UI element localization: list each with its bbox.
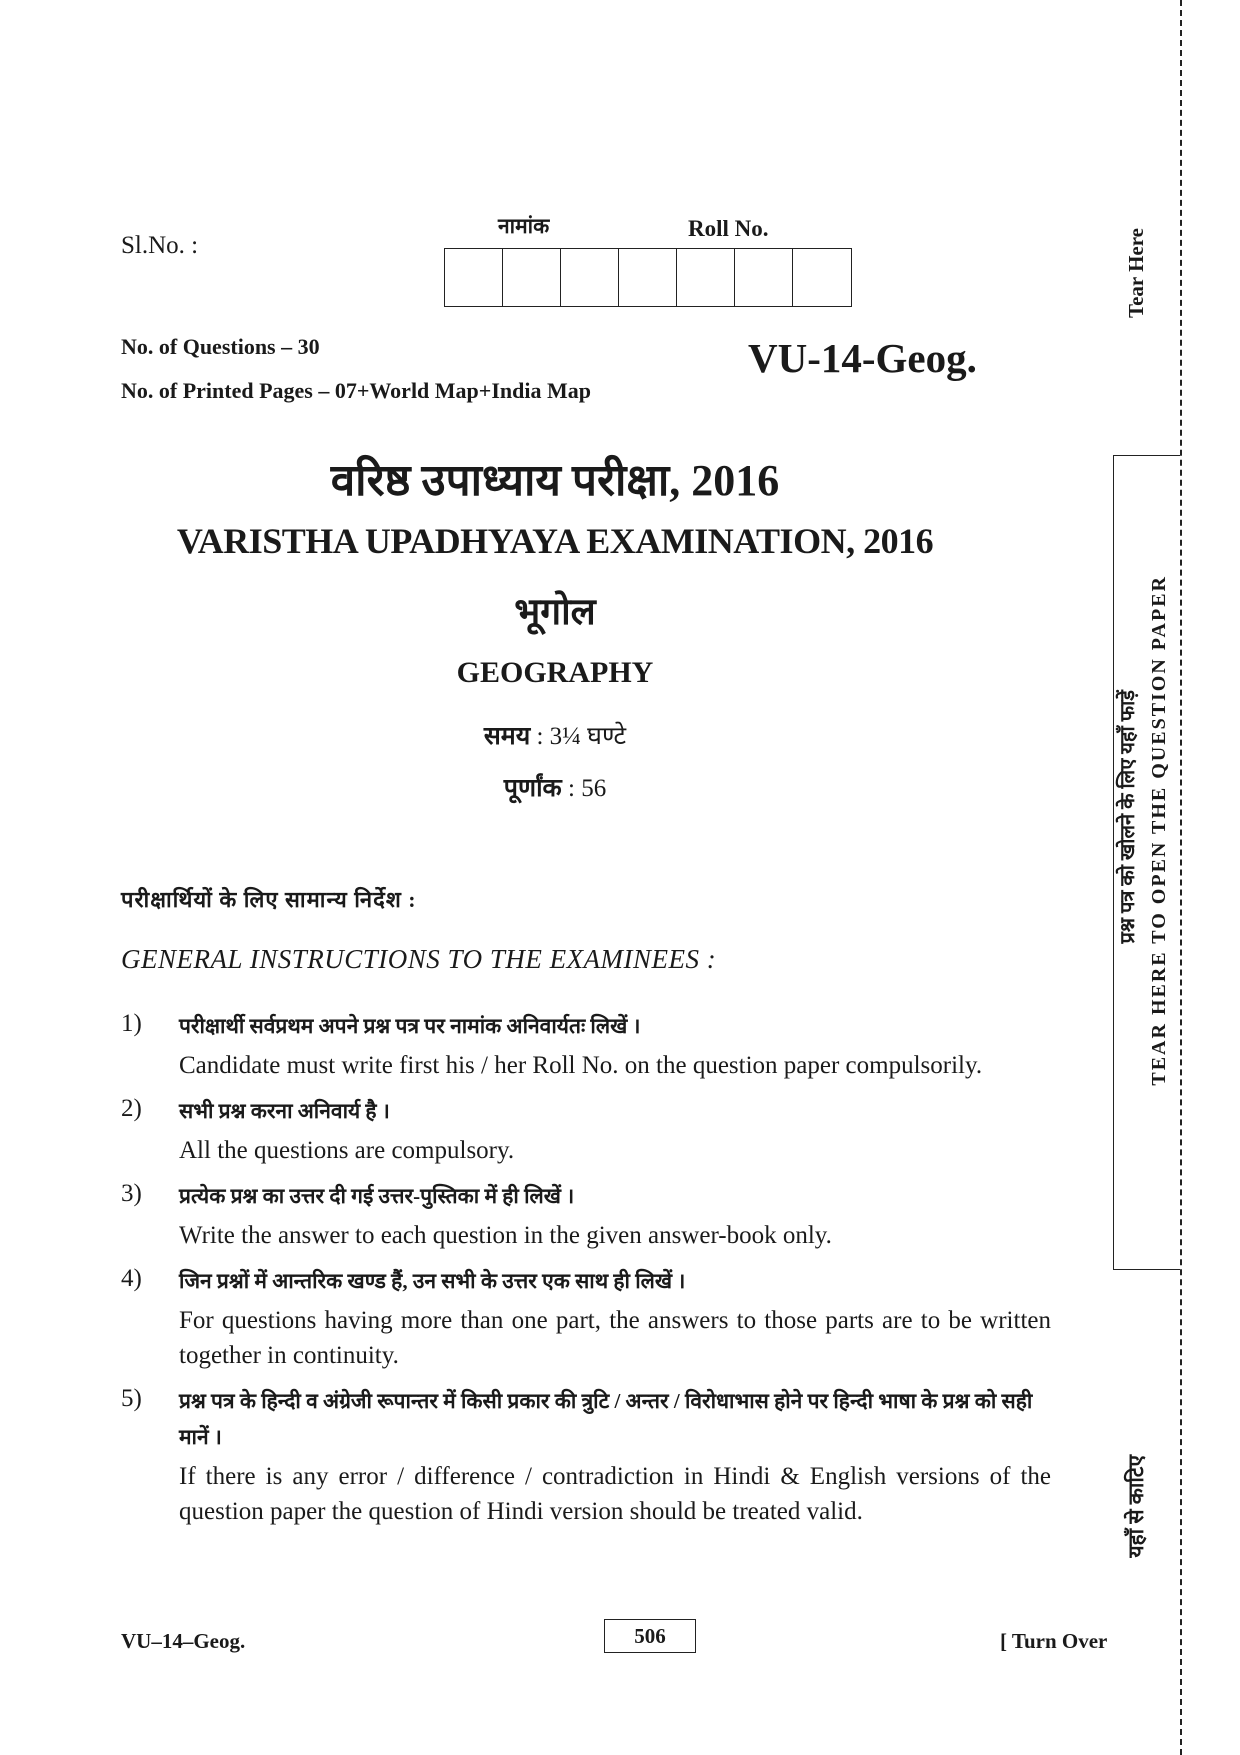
instruction-english: All the questions are compulsory. bbox=[179, 1137, 515, 1164]
instruction-hindi: सभी प्रश्न करना अनिवार्य है । bbox=[179, 1099, 390, 1123]
subject-title-english: GEOGRAPHY bbox=[456, 656, 654, 689]
instructions-list bbox=[121, 1008, 1051, 1539]
instruction-number: 3) bbox=[121, 1180, 142, 1207]
tear-open-label-english: TEAR HERE TO OPEN THE QUESTION PAPER bbox=[1148, 575, 1170, 1086]
paper-code: VU-14-Geog. bbox=[748, 335, 977, 381]
instruction-number: 4) bbox=[121, 1265, 142, 1292]
instructions-heading-english: GENERAL INSTRUCTIONS TO THE EXAMINEES : bbox=[121, 944, 717, 974]
exam-title-english: VARISTHA UPADHYAYA EXAMINATION, 2016 bbox=[176, 521, 934, 561]
instruction-english: If there is any error / difference / contradiction in Hindi & English versions of the question paper the question of Hindi version should be treated valid. bbox=[179, 1463, 1051, 1525]
number-of-questions: No. of Questions – 30 bbox=[121, 334, 320, 359]
instruction-item bbox=[121, 1093, 1051, 1168]
number-of-printed-pages: No. of Printed Pages – 07+World Map+India Map bbox=[121, 378, 591, 403]
roll-number-box bbox=[793, 249, 851, 306]
time-value: : 3¼ घण्टे bbox=[536, 723, 627, 750]
instruction-item bbox=[121, 1383, 1051, 1529]
instructions-heading-hindi: परीक्षार्थियों के लिए सामान्य निर्देश : bbox=[121, 887, 417, 912]
marks-label: पूर्णांक bbox=[503, 775, 562, 802]
instruction-english: Candidate must write first his / her Roll No. on the question paper compulsorily. bbox=[179, 1052, 983, 1079]
instruction-item bbox=[121, 1263, 1051, 1373]
serial-number-label: Sl.No. : bbox=[121, 232, 199, 259]
instruction-hindi: प्रत्येक प्रश्न का उत्तर दी गई उत्तर-पुस्तिका में ही लिखें । bbox=[179, 1184, 575, 1208]
roll-number-box bbox=[677, 249, 735, 306]
roll-number-box bbox=[619, 249, 677, 306]
turn-over-label: [ Turn Over bbox=[1000, 1629, 1108, 1653]
instruction-number: 1) bbox=[121, 1010, 142, 1037]
roll-number-box bbox=[445, 249, 503, 306]
instruction-number: 5) bbox=[121, 1385, 142, 1412]
tear-open-label-hindi: प्रश्न पत्र को खोलने के लिए यहाँ फाड़ें bbox=[1117, 690, 1139, 944]
roll-number-box bbox=[735, 249, 793, 306]
roll-number-boxes bbox=[444, 248, 852, 307]
subject-title-hindi: भूगोल bbox=[514, 592, 596, 633]
tear-here-label: Tear Here bbox=[1124, 228, 1148, 319]
cut-here-label-hindi: यहाँ से काटिए bbox=[1124, 1455, 1148, 1558]
instruction-hindi: परीक्षार्थी सर्वप्रथम अपने प्रश्न पत्र पर नामांक अनिवार्यतः लिखें । bbox=[179, 1014, 641, 1038]
roll-number-box bbox=[561, 249, 619, 306]
instruction-english: Write the answer to each question in the given answer-book only. bbox=[179, 1222, 832, 1249]
exam-duration bbox=[0, 718, 1110, 752]
roll-number-label-hindi: नामांक bbox=[498, 214, 550, 238]
roll-number-box bbox=[503, 249, 561, 306]
instruction-number: 2) bbox=[121, 1095, 142, 1122]
tear-dashed-line bbox=[1180, 0, 1182, 1755]
instruction-hindi: प्रश्न पत्र के हिन्दी व अंग्रेजी रूपान्तर में किसी प्रकार की त्रुटि / अन्तर / विरोधाभास होने पर हिन्दी भाषा के प्रश्न को सही मानें । bbox=[179, 1389, 1033, 1449]
exam-title-hindi: वरिष्ठ उपाध्याय परीक्षा, 2016 bbox=[330, 456, 780, 505]
marks-value: : 56 bbox=[568, 775, 607, 802]
instruction-english: For questions having more than one part, the answers to those parts are to be written together in continuity. bbox=[179, 1307, 1051, 1369]
roll-number-label: Roll No. bbox=[688, 216, 769, 241]
instruction-item bbox=[121, 1178, 1051, 1253]
page-number-box: 506 bbox=[604, 1619, 696, 1653]
instruction-hindi: जिन प्रश्नों में आन्तरिक खण्ड हैं, उन सभी के उत्तर एक साथ ही लिखें । bbox=[179, 1269, 686, 1293]
instruction-item bbox=[121, 1008, 1051, 1083]
footer-paper-code: VU–14–Geog. bbox=[121, 1629, 246, 1653]
time-label: समय bbox=[483, 723, 531, 750]
max-marks bbox=[0, 770, 1110, 804]
